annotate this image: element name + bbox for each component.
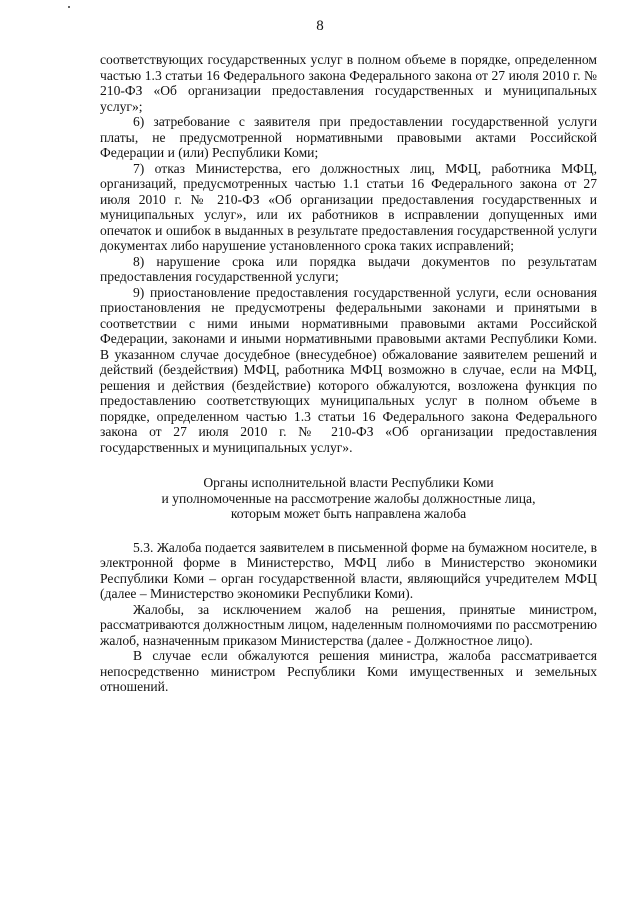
paragraph-item-7: 7) отказ Министерства, его должностных лиц, МФЦ, работника МФЦ, организаций, предусмотренных частью 1.1 статьи 16 Федерального закона от 27 июля 2010 г. № 210-ФЗ «Об организации предоставления государственных и муниципальных услуг», или их работников в исправлении допущенных ими опечаток и ошибок в выданных в результате предоставления государственной услуги документах либо нарушение установленного срока таких исправлений; [100,160,597,253]
paragraph-5-3: 5.3. Жалоба подается заявителем в письменной форме на бумажном носителе, в электронной форме в Министерство, МФЦ либо в Министерство экономики Республики Коми – орган государственной власти, являющийся учредителем МФЦ (далее – Министерство экономики Республики Коми). [100,539,597,601]
paragraph-minister: В случае если обжалуются решения министра, жалоба рассматривается непосредственно министром Республики Коми имущественных и земельных отношений. [100,648,597,694]
heading-line-2: и уполномоченные на рассмотрение жалобы должностные лица, [161,490,536,506]
paragraph-item-8: 8) нарушение срока или порядка выдачи документов по результатам предоставления государственной услуги; [100,253,597,284]
heading-line-3: которым может быть направлена жалоба [230,506,467,521]
paragraph-complaints: Жалобы, за исключением жалоб на решения, принятые министром, рассматриваются должностным лицом, наделенным полномочиями по рассмотрению жалоб, назначенным приказом Министерства (далее - Должностное лицо). [100,601,597,648]
heading-line-1: Органы исполнительной власти Республики Коми [203,475,494,490]
paragraph-continuation: соответствующих государственных услуг в полном объеме в порядке, определенном частью 1.3 статьи 16 Федерального закона Федерального закона от 27 июля 2010 г. № 210-ФЗ «Об организации предоставления государственных и муниципальных услуг»; [100,52,597,114]
paragraph-item-9: 9) приостановление предоставления государственной услуги, если основания приостановления не предусмотрены федеральными законами и принятыми в соответствии с ними иными нормативными правовыми актами Российской Федерации, законами и иными нормативными правовыми актами Республики Коми. В указанном случае досудебное (внесудебное) обжалование заявителем решений и действий (бездействия) МФЦ, работника МФЦ возможно в случае, если на МФЦ, решения и действия (бездействие) которого обжалуются, возложена функция по предоставлению соответствующих муниципальных услуг в полном объеме в порядке, определенном частью 1.3 статьи 16 Федерального закона Федерального закона от 27 июля 2010 г. № 210-ФЗ «Об организации предоставления государственных и муниципальных услуг». [100,284,597,455]
paragraph-item-6: 6) затребование с заявителя при предоставлении государственной услуги платы, не предусмотренной нормативными правовыми актами Российской Федерации и (или) Республики Коми; [100,114,597,160]
section-heading [100,475,597,522]
scan-speck [68,6,70,8]
document-body [100,52,597,695]
page-number: 8 [316,18,324,34]
